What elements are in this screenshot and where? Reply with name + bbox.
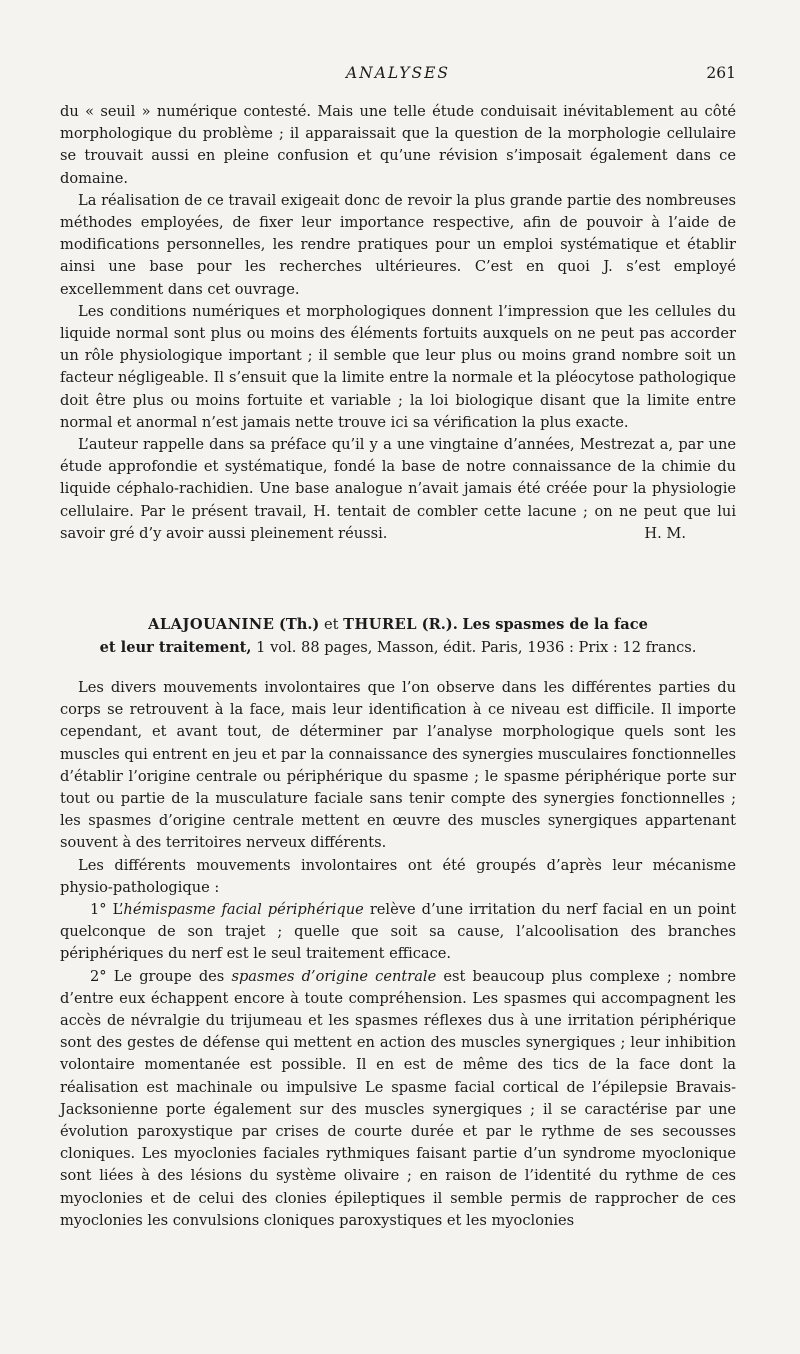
paragraph: La réalisation de ce travail exigeait donc de revoir la plus grande partie des nombreuses méthodes employées, de fixer leur importance respective, afin de pouvoir à l’aide de modifications personnelles, les rendre pratiques pour un emploi systématique et établir ainsi une base pour les recherches ultérieures. C’est en quoi J. s’est employé excellemment dans cet ouvrage.	[60, 191, 736, 298]
review-heading	[60, 614, 736, 659]
emphasis: spasmes d’origine centrale	[231, 967, 437, 985]
review-heading-line2	[60, 637, 736, 660]
paragraph: Les divers mouvements involontaires que l’on observe dans les différentes parties du corps se retrouvent à la face, mais leur identification à ce niveau est difficile. Il importe cependant, et avant tout, de déterminer par l’analyse morphologique quels sont les muscles qui entrent en jeu et par la connaissance des synergies musculaires fonctionnelles d’établir l’origine centrale ou périphérique du spasme ; le spasme périphérique porte sur tout ou partie de la musculature faciale sans tenir compte des synergies fonctionnelles ; les spasmes d’origine centrale mettent en œuvre des muscles synergiques appartenant souvent à des territoires nerveux différents.	[60, 679, 736, 852]
paragraph: du « seuil » numérique contesté. Mais une telle étude conduisait inévitablement au côté morphologique du problème ; il apparaissait que la question de la morphologie cellulaire se trouvait aussi en pleine confusion et qu’une révision s’imposait également dans ce domaine.	[60, 103, 736, 187]
list-item	[60, 966, 736, 1232]
review-text	[60, 677, 736, 1232]
list-text: relève d’une irritation du nerf facial en un point quelconque de son trajet ; quelle que soit sa cause, l’alcoolisation des branches périphériques du nerf est le seul traitement efficace.	[60, 901, 736, 963]
book-title: Les spasmes de la face	[462, 616, 648, 633]
book-title-cont: et leur traitement,	[99, 638, 252, 656]
list-text: est beaucoup plus complexe ; nombre d’entre eux échappent encore à toute compréhension. Les spasmes qui accompagnent les accès de névralgie du trijumeau et les spasmes réflexes dus à une irritation périphérique sont des gestes de défense qui mettent en action des muscles synergiques ; leur inhibition volontaire momentanée est possible. Il en est de même des tics de la face dont la réalisation est machinale ou impulsive Le spasme facial cortical de l’épilepsie Bravais-Jacksonienne porte également sur des muscles synergiques ; il se caractérise par une évolution paroxystique par crises de courte durée et par le rythme de ses secousses cloniques. Les myoclonies faciales rythmiques faisant partie d’un syndrome myoclonique sont liées à des lésions du système olivaire ; en raison de l’identité du rythme de ces myoclonies et de celui des clonies épileptiques il semble permis de rapprocher de ces myoclonies les convulsions cloniques paroxystiques et les myoclonies	[60, 967, 736, 1229]
paragraph: Les différents mouvements involontaires ont été groupés d’après leur mécanisme physio-pathologique :	[60, 856, 736, 896]
list-number: 1° L’	[90, 901, 124, 919]
author-name: ALAJOUANINE	[148, 616, 275, 633]
paragraph: Les conditions numériques et morphologiques donnent l’impression que les cellules du liquide normal sont plus ou moins des éléments fortuits auxquels on ne peut pas accorder un rôle physiologique important ; il semble que leur plus ou moins grand nombre soit un facteur négligeable. Il s’ensuit que la limite entre la normale et la pléocytose pathologique doit être plus ou moins fortuite et variable ; la loi biologique disant que la limite entre normal et anormal n’est jamais nette trouve ici sa vérification la plus exacte.	[60, 302, 736, 431]
page-header	[60, 64, 736, 86]
author-conjunction: et	[323, 616, 339, 633]
list-item	[60, 899, 736, 966]
paragraph	[60, 434, 736, 545]
paragraph-text: L’auteur rappelle dans sa préface qu’il y a une vingtaine d’années, Mestrezat a, par une étude approfondie et systématique, fondé la base de notre connaissance de la chimie du liquide céphalo-rachidien. Une base analogue n’avait jamais été créée pour la physiologie cellulaire. Par le présent travail, H. tentait de combler cette lacune ; on ne peut que lui savoir gré d’y avoir aussi pleinement réussi.	[60, 436, 736, 542]
emphasis: hémispasme facial périphérique	[123, 901, 364, 919]
page-number: 261	[706, 64, 736, 82]
running-title: ANALYSES	[345, 64, 451, 82]
reviewer-signature: H. M.	[644, 524, 686, 542]
list-number: 2° Le groupe des	[90, 967, 232, 985]
author-initial: (Th.)	[278, 616, 320, 633]
author-name: THUREL	[343, 616, 418, 633]
author-initial: (R.).	[421, 616, 458, 633]
review-heading-line1	[60, 614, 736, 637]
previous-review-text	[60, 101, 736, 545]
publication-info: 1 vol. 88 pages, Masson, édit. Paris, 1936 : Prix : 12 francs.	[256, 638, 697, 656]
